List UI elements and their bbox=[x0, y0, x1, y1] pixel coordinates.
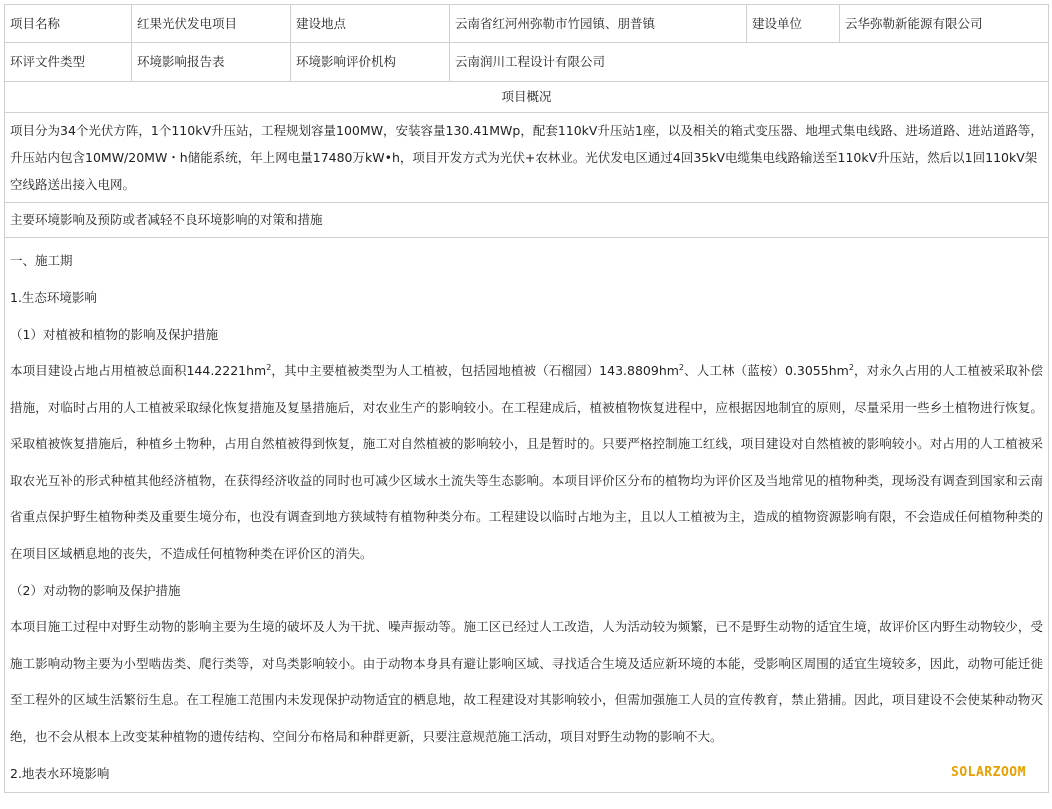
measures-body bbox=[5, 238, 1049, 793]
unit-superscript: 2 bbox=[266, 363, 272, 372]
project-name-label: 项目名称 bbox=[5, 5, 132, 43]
builder-label: 建设单位 bbox=[747, 5, 840, 43]
overview-heading: 项目概况 bbox=[5, 82, 1049, 113]
eia-info-table bbox=[4, 4, 1049, 793]
agency-value: 云南润川工程设计有限公司 bbox=[450, 43, 1049, 82]
location-value: 云南省红河州弥勒市竹园镇、朋普镇 bbox=[450, 5, 747, 43]
item-animals-heading: （2）对动物的影响及保护措施 bbox=[10, 583, 181, 598]
subsection-surface-water: 2.地表水环境影响 bbox=[10, 766, 110, 781]
builder-value: 云华弥勒新能源有限公司 bbox=[840, 5, 1049, 43]
unit-superscript: 2 bbox=[848, 363, 854, 372]
solarzoom-watermark: SOLARZOOM bbox=[951, 765, 1026, 780]
item-vegetation-heading: （1）对植被和植物的影响及保护措施 bbox=[10, 327, 218, 342]
subsection-ecological-impact: 1.生态环境影响 bbox=[10, 290, 97, 305]
vegetation-text-b: ，其中主要植被类型为人工植被，包括园地植被（石榴园）143.8809hm bbox=[271, 363, 679, 378]
project-name-value: 红果光伏发电项目 bbox=[132, 5, 291, 43]
section-construction-period: 一、施工期 bbox=[10, 253, 73, 268]
location-label: 建设地点 bbox=[291, 5, 450, 43]
unit-superscript: 2 bbox=[678, 363, 685, 372]
overview-text: 项目分为34个光伏方阵，1个110kV升压站，工程规划容量100MW，安装容量130.41MWp，配套110kV升压站1座，以及相关的箱式变压器、地埋式集电线路、进场道路、进站道路等，升压站内包含10MW/20MW・h储能系统，年上网电量17480万kW•h，项目开发方式为光伏+农林业。光伏发电区通过4回35kV电缆集电线路输送至110kV升压站，然后以1回110kV架空线路送出接入电网。 bbox=[5, 113, 1049, 203]
measures-heading: 主要环境影响及预防或者减轻不良环境影响的对策和措施 bbox=[5, 203, 1049, 238]
doc-type-value: 环境影响报告表 bbox=[132, 43, 291, 82]
vegetation-text-c: 、人工林（蓝桉）0.3055hm bbox=[684, 363, 849, 378]
vegetation-text-a: 本项目建设占地占用植被总面积144.2221hm bbox=[10, 363, 267, 378]
agency-label: 环境影响评价机构 bbox=[291, 43, 450, 82]
vegetation-paragraph bbox=[10, 353, 1043, 572]
animals-paragraph: 本项目施工过程中对野生动物的影响主要为生境的破坏及人为干扰、噪声振动等。施工区已经过人工改造，人为活动较为频繁，已不是野生动物的适宜生境，故评价区内野生动物较少，受施工影响动物主要为小型啮齿类、爬行类等，对鸟类影响较小。由于动物本身具有避让影响区域、寻找适合生境及适应新环境的本能，受影响区周围的适宜生境较多，因此，动物可能迁徙至工程外的区域生活繁衍生息。在工程施工范围内未发现保护动物适宜的栖息地，故工程建设对其影响较小，但需加强施工人员的宣传教育，禁止猎捕。因此，项目建设不会使某种动物灭绝，也不会从根本上改变某种植物的遗传结构、空间分布格局和种群更新，只要注意规范施工活动，项目对野生动物的影响不大。 bbox=[10, 619, 1043, 744]
vegetation-text-d: ，对永久占用的人工植被采取补偿措施，对临时占用的人工植被采取绿化恢复措施及复垦措施后，对农业生产的影响较小。在工程建成后，植被植物恢复进程中，应根据因地制宜的原则，尽量采用一些乡土植物进行恢复。采取植被恢复措施后，种植乡土物种，占用自然植被得到恢复，施工对自然植被的影响较小，且是暂时的。只要严格控制施工红线，项目建设对自然植被的影响较小。对占用的人工植被采取农光互补的形式种植其他经济植物，在获得经济收益的同时也可减少区域水土流失等生态影响。本项目评价区分布的植物均为评价区及当地常见的植物种类，现场没有调查到国家和云南省重点保护野生植物种类及重要生境分布，也没有调查到地方狭域特有植物种类分布。工程建设以临时占地为主，且以人工植被为主，造成的植物资源影响有限，不会造成任何植物种类的在项目区域栖息地的丧失，不造成任何植物种类在评价区的消失。 bbox=[10, 363, 1043, 561]
doc-type-label: 环评文件类型 bbox=[5, 43, 132, 82]
